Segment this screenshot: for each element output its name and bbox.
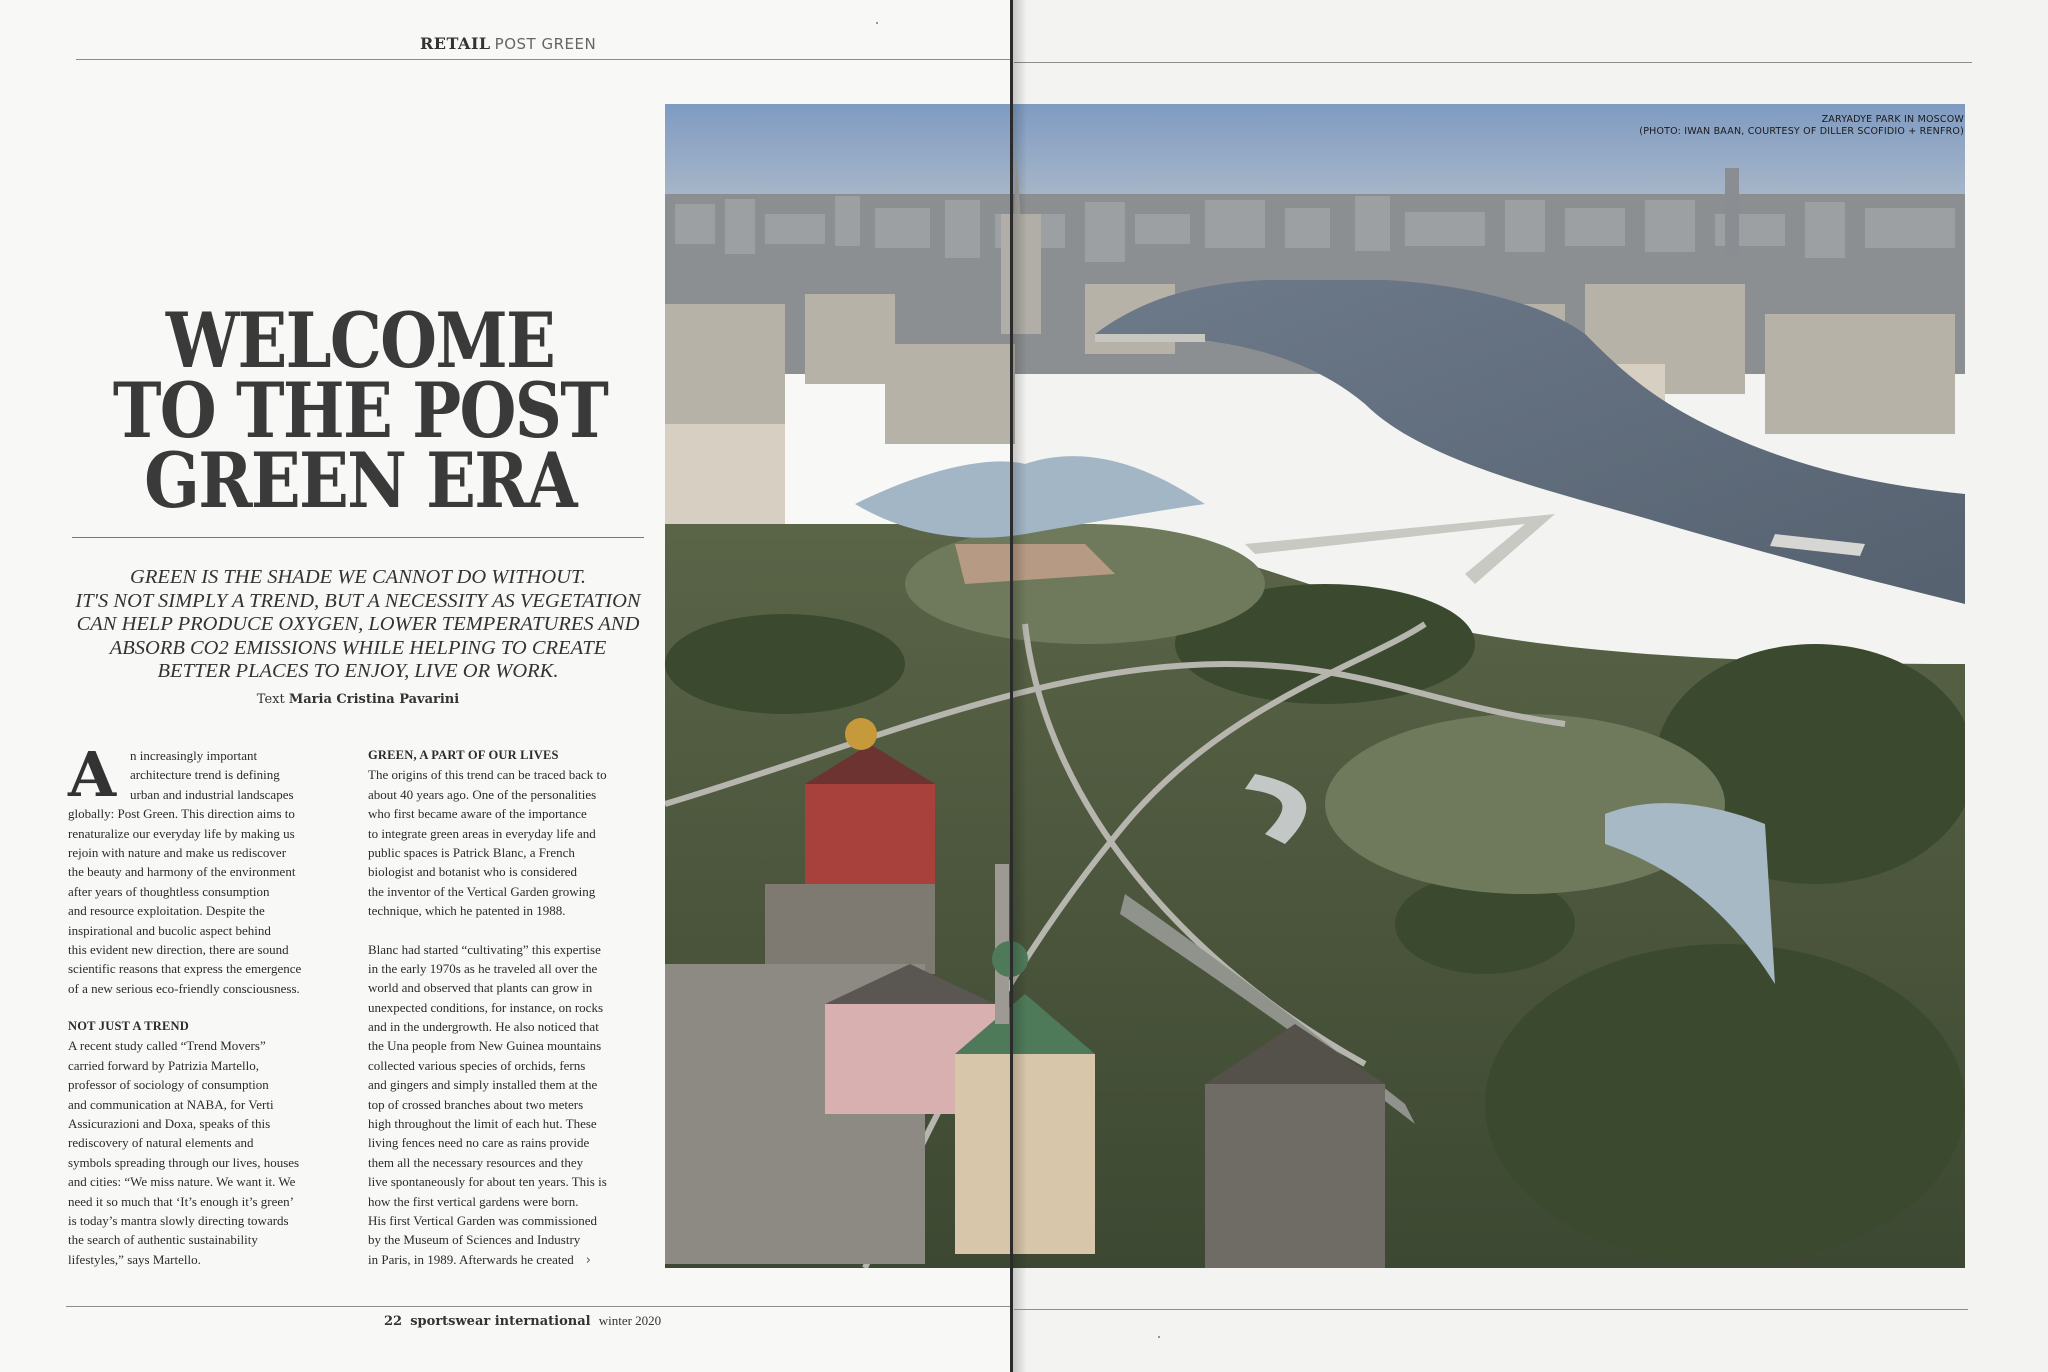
text-line: Assicurazioni and Doxa, speaks of this [68,1116,271,1132]
text-line: live spontaneously for about ten years. This is [368,1174,607,1190]
headline [111,296,610,525]
golden-dome [845,718,877,750]
text-line: and in the undergrowth. He also noticed that [368,1019,599,1035]
headline-line: GREEN ERA [144,436,576,525]
text-line: His first Vertical Garden was commissioned [368,1212,598,1228]
text-line: and gingers and simply installed them at the [368,1077,598,1093]
text-line: collected various species of orchids, ferns [368,1057,586,1073]
standfirst-line: IT'S NOT SIMPLY A TREND, BUT A NECESSITY AS VEGETATION [75,589,641,612]
bottom-rule-left [66,1306,1010,1307]
subhead: NOT JUST A TREND [68,1019,189,1034]
text-line: the beauty and harmony of the environment [68,864,296,880]
page-footer [384,1313,661,1329]
text-line: professor of sociology of consumption [68,1077,269,1093]
standfirst-line: CAN HELP PRODUCE OXYGEN, LOWER TEMPERATURES AND [76,613,640,635]
bottom-rule-right [1014,1309,1968,1310]
text-line: Blanc had started “cultivating” this expertise [368,941,601,957]
text-line: of a new serious eco-friendly consciousness. [68,980,300,996]
text-line: to integrate green areas in everyday life and [368,825,596,841]
section-1-paragraph [68,1036,348,1269]
text-line: and communication at NABA, for Verti [68,1096,274,1112]
continue-arrow-icon: › [585,1252,591,1268]
byline-prefix: Text [256,692,285,707]
drop-cap: A [68,738,117,811]
intro-indented [68,738,348,811]
headline-line: TO THE POST [112,366,608,455]
dust-speck [876,22,878,24]
text-line: in the early 1970s as he traveled all over the [368,960,598,976]
text-line: world and observed that plants can grow in [368,980,593,996]
text-line: the search of authentic sustainability [68,1232,258,1248]
text-line: lifestyles,” says Martello. [68,1251,201,1267]
section-2-paragraph-2 [368,940,648,1270]
dust-speck [1158,1336,1160,1338]
text-line: rejoin with nature and make us rediscover [68,844,287,860]
text-line: scientific reasons that express the emergence [68,961,302,977]
intro-paragraph [68,804,348,998]
text-line: public spaces is Patrick Blanc, a French [368,844,575,860]
top-rule-right [1014,62,1972,63]
text-line: them all the necessary resources and they [368,1154,584,1170]
floating-bridge [1245,514,1555,584]
text-line: technique, which he patented in 1988. [368,903,566,919]
text-line: carried forward by Patrizia Martello, [68,1057,259,1073]
text-line: about 40 years ago. One of the personalities [368,786,597,802]
section-header [420,34,596,53]
body-column-1 [68,738,348,1269]
headline-divider [72,537,644,538]
caption-title: ZARYADYE PARK IN MOSCOW [1821,114,1964,125]
body-column-2 [368,746,648,1269]
glass-dome [855,456,1205,538]
text-line: after years of thoughtless consumption [68,883,270,899]
text-line: urban and industrial landscapes [130,786,294,802]
standfirst-line: GREEN IS THE SHADE WE CANNOT DO WITHOUT. [130,566,586,588]
photo-caption [1639,114,1964,138]
text-line: is today’s mantra slowly directing towards [68,1212,289,1228]
issue-name: winter 2020 [598,1313,662,1328]
magazine-name: sportswear international [410,1314,591,1329]
text-line: The origins of this trend can be traced back to [368,767,607,783]
text-line [368,1250,648,1269]
section-2-paragraph-1 [368,765,648,920]
text-line: who first became aware of the importance [368,806,587,822]
standfirst-line: BETTER PLACES TO ENJOY, LIVE OR WORK. [157,660,559,682]
headline-line: WELCOME [165,296,555,385]
text-line: by the Museum of Sciences and Industry [368,1232,581,1248]
text-line: architecture trend is defining [130,767,280,783]
text-line: A recent study called “Trend Movers” [68,1038,266,1054]
gutter-shadow [1013,0,1027,1372]
text-line: the Una people from New Guinea mountains [368,1038,602,1054]
text-line: need it so much that ‘It’s enough it’s green’ [68,1193,295,1209]
text-line: symbols spreading through our lives, houses [68,1154,300,1170]
byline-author: Maria Cristina Pavarini [288,692,460,707]
text-line: top of crossed branches about two meters [368,1096,584,1112]
standfirst [68,566,648,684]
byline [68,692,648,707]
top-rule-left [76,59,1010,60]
text-line: and cities: “We miss nature. We want it. We [68,1174,296,1190]
subhead: GREEN, A PART OF OUR LIVES [368,748,559,762]
text-line: how the first vertical gardens were born. [368,1193,579,1209]
section-name: RETAIL [420,34,491,53]
aerial-photo [665,104,1965,1268]
text-line: globally: Post Green. This direction aims to [68,806,295,822]
text-line: biologist and botanist who is considered [368,864,578,880]
standfirst-line: ABSORB CO2 EMISSIONS WHILE HELPING TO CREATE [109,636,607,659]
text-line: the inventor of the Vertical Garden growing [368,883,596,899]
last-line-text: in Paris, in 1989. Afterwards he created [368,1251,574,1267]
text-line: high throughout the limit of each hut. These [368,1116,597,1132]
caption-credit: (PHOTO: IWAN BAAN, COURTESY OF DILLER SCOFIDIO + RENFRO) [1639,126,1964,137]
text-line: unexpected conditions, for instance, on rocks [368,999,604,1015]
subsection-name: POST GREEN [494,35,597,53]
text-line: inspirational and bucolic aspect behind [68,922,271,938]
text-line: n increasingly important [130,748,258,763]
text-line: renaturalize our everyday life by making us [68,825,295,841]
text-line: and resource exploitation. Despite the [68,903,265,919]
text-line: rediscovery of natural elements and [68,1135,254,1151]
text-line: this evident new direction, there are sound [68,941,289,957]
page-number: 22 [384,1314,403,1329]
text-line: living fences need no care as rains provide [368,1135,590,1151]
